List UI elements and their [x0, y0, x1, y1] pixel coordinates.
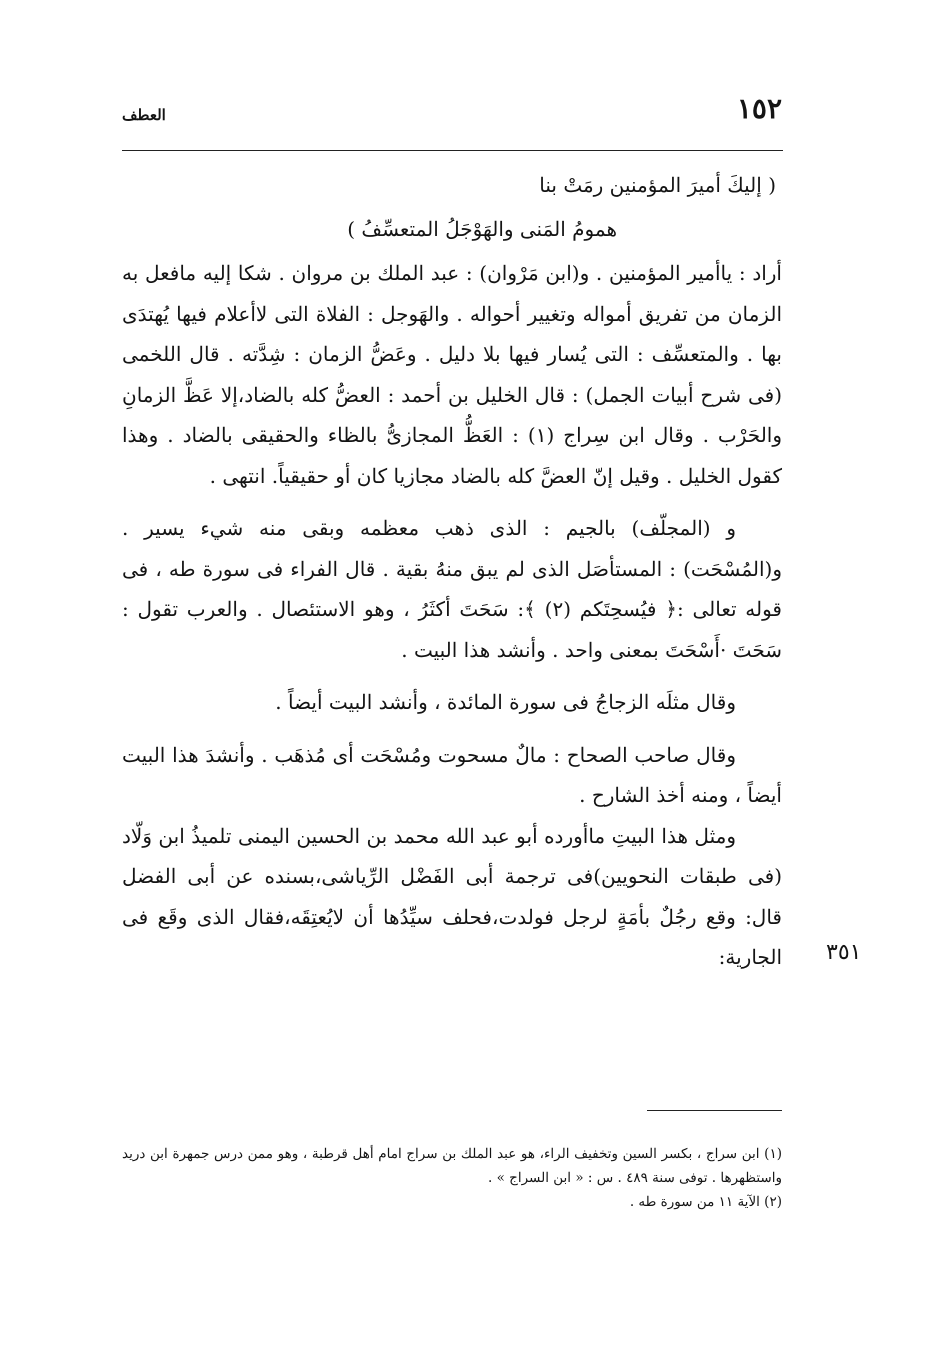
body-text: [122, 165, 782, 978]
footnote-2: (٢) الآية ١١ من سورة طه .: [629, 1194, 782, 1210]
paragraph-3: وقال مثلَه الزجاجُ فى سورة المائدة ، وأنشد البيت أيضاً .: [275, 690, 736, 714]
footnotes: [122, 1142, 782, 1214]
header-rule: [122, 150, 783, 151]
paragraph-2: و (المجلّف) بالجيم : الذى ذهب معظمه وبقى منه شيء يسير . و(المُسْحَت) : المستأصَل الذى لم يبق منهُ بقية . قال الفراء فى سورة طه ، فى قوله تعالى :﴿ فيُسحِتَكم (٢) ﴾: سَحَتَ أكثَرُ ، وهو الاستئصال . والعرب تقول : سَحَتَ ·أَسْحَتَ بمعنى واحد . وأنشد هذا البيت .: [122, 516, 782, 662]
footnote-rule: [647, 1110, 782, 1111]
footnote-1: (١) ابن سراج ، بكسر السين وتخفيف الراء، هو عبد الملك بن سراج امام أهل قرطبة ، وهو ممن درس جمهرة ابن دريد واستظهرها . توفى سنة ٤٨٩ . س : « ابن السراج » .: [122, 1146, 782, 1186]
verse-line-2: همومُ المَنى والهَوْجَلُ المتعسِّفُ ): [347, 217, 617, 241]
verse: [122, 165, 782, 253]
paragraph-5: ومثل هذا البيتِ ماأورده أبو عبد الله محمد بن الحسين اليمنى تلميذُ ابن وَلّاد (فى طبقات النحويين)فى ترجمة أبى الفَضْل الرِّياشى،بسنده عن أبى الفضل قال: وقع رجُلٌ بأمَةٍ لرجل فولدت،فحلف سيِّدُها أن لايُعتِقَه،فقال الذى وقَع فى الجارية:: [122, 823, 783, 969]
verse-line-1: ( إليكَ أميرَ المؤمنين رمَتْ بنا: [539, 173, 776, 197]
paragraph-4: وقال صاحب الصحاح : مالٌ مسحوت ومُسْحَت أى مُذهَب . وأنشدَ هذا البيت أيضاً ، ومنه أخذ الشارح .: [122, 742, 782, 807]
page-header: [122, 92, 782, 132]
running-title: العطف: [122, 106, 166, 124]
paragraph-1: أراد : ياأمير المؤمنين . و(ابن مَرْوان) : عبد الملك بن مروان . شكا إليه مافعل به الزمان من تفريق أمواله وتغيير أحواله . والهَوجل : الفلاة التى لاأعلام فيها يُهتدَى بها . والمتعسِّف : التى يُسار فيها بلا دليل . وعَضُّ الزمان : شِدَّته . قال اللخمى (فى شرح أبيات الجمل) : قال الخليل بن أحمد : العضُّ كله بالضاد،إلا عَظَّ الزمانِ والحَرْب . وقال ابن سِراج (١) : العَظُّ المجازىُّ بالظاء والحقيقى بالضاد . وهذا كقول الخليل . وقيل إنّ العضَّ كله بالضاد مجازيا كان أو حقيقياً. انتهى .: [122, 261, 783, 488]
page-number: ١٥٢: [736, 92, 782, 125]
margin-verse-number: ٣٥١: [826, 940, 862, 965]
